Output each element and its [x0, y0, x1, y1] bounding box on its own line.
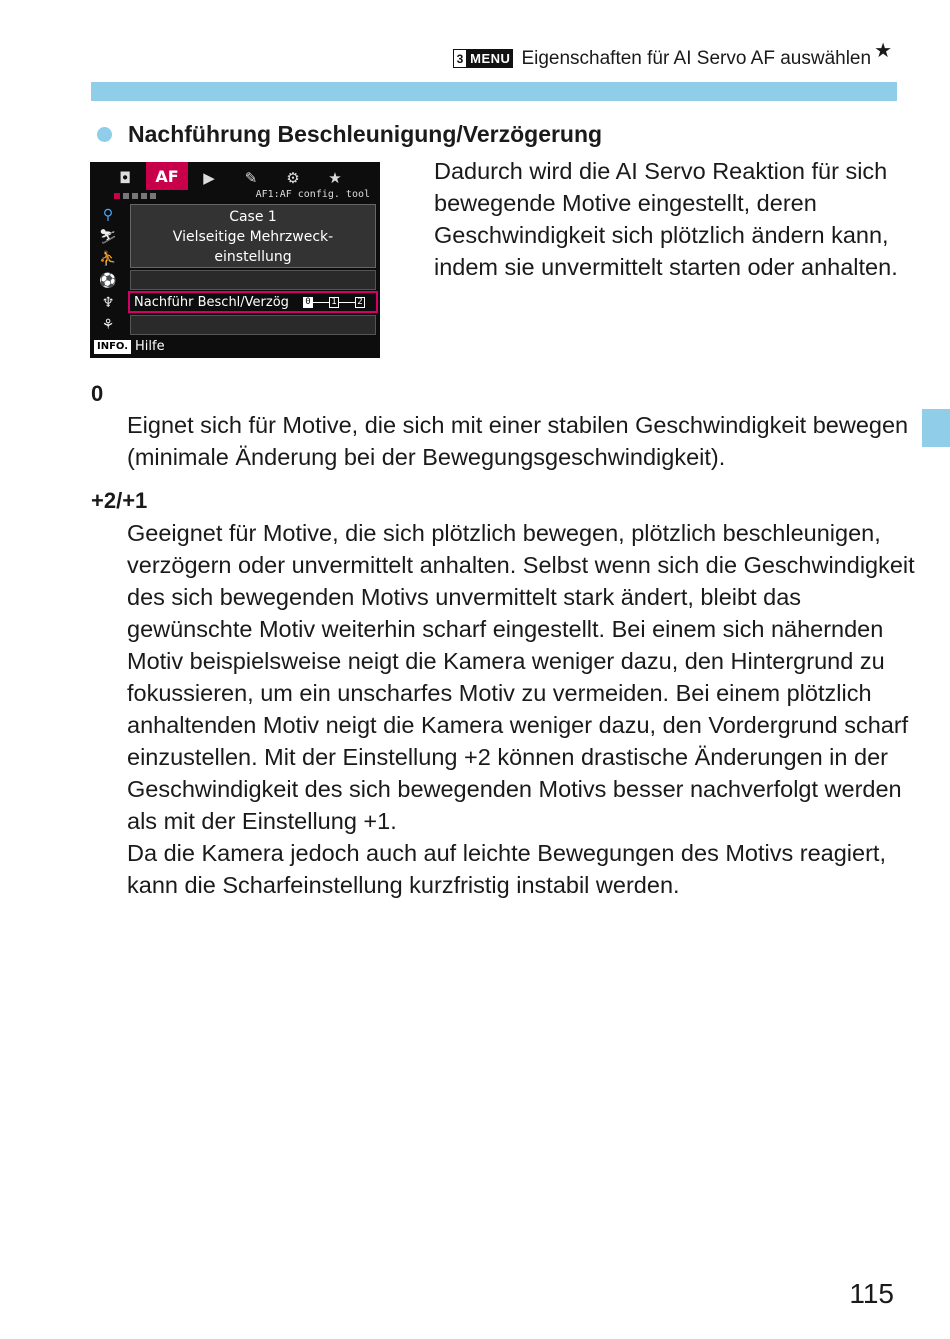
page-dots — [114, 193, 156, 199]
case3-icon: ⛹ — [99, 251, 117, 267]
page-dot — [114, 193, 120, 199]
menu-row-empty — [130, 315, 376, 335]
case4-icon: ⚽ — [99, 273, 117, 289]
config-label: AF1:AF config. tool — [255, 189, 370, 200]
option-text-plus-p2: Da die Kamera jedoch auch auf leichte Bewegungen des Motivs reagiert, kann die Scharfeinstellung kurzfristig instabil werden. — [127, 840, 886, 898]
camera-icon: ◘ — [119, 169, 131, 187]
header-title: Eigenschaften für AI Servo AF auswählen — [521, 47, 872, 69]
section-title: Nachführung Beschleunigung/Verzögerung — [128, 121, 603, 147]
case6-icon: ⚘ — [101, 317, 115, 333]
chapter-edge-tab — [922, 409, 950, 447]
lcd-tab-bar — [104, 162, 356, 190]
section-description: Dadurch wird die AI Servo Reaktion für sich bewegende Motive eingestellt, deren Geschwindigkeit sich plötzlich ändern kann, indem sie unvermittelt starten oder anhalten. — [434, 158, 898, 280]
case-title: Case 1 — [229, 209, 277, 225]
scale-line — [313, 302, 329, 303]
star-icon: ★ — [874, 40, 892, 62]
page-dot — [141, 193, 147, 199]
case2-icon: ⛷ — [99, 229, 117, 245]
case-info-box — [130, 204, 376, 268]
page-dot — [150, 193, 156, 199]
case-icon-column — [90, 204, 126, 336]
info-badge: INFO. — [94, 340, 131, 354]
selected-menu-item — [128, 291, 378, 313]
page-number: 115 — [849, 1278, 894, 1309]
tab-af: AF — [146, 162, 188, 190]
case5-icon: ♆ — [101, 295, 115, 311]
section-heading — [97, 121, 602, 148]
option-text-plus — [127, 517, 917, 901]
option-label-plus: +2/+1 — [91, 488, 148, 513]
menu-row-empty — [130, 270, 376, 290]
lcd-subrow — [90, 189, 380, 203]
scale-line — [339, 302, 355, 303]
bullet-icon — [97, 127, 112, 142]
camera-menu-screen — [90, 162, 380, 358]
option-text-plus-p1: Geeignet für Motive, die sich plötzlich bewegen, plötzlich beschleunigen, verzögern oder unvermittelt anhalten. Selbst wenn sich die Geschwindigkeit des sich bewegenden Motivs unvermittelt stark ändert, bleibt das gewünschte Motiv weiterhin scharf eingestellt. Bei einem sich nähernden Motiv beispielsweise neigt die Kamera weniger dazu, den Hintergrund zu fokussieren, um ein unscharfes Motiv zu vermeiden. Bei einem plötzlich anhaltenden Motiv neigt die Kamera weniger dazu, den Vordergrund scharf einzustellen. Mit der Einstellung +2 können drastische Änderungen in der Geschwindigkeit des sich bewegenden Motivs besser nachverfolgt werden als mit der Einstellung +1. — [127, 520, 915, 834]
accel-scale — [303, 297, 365, 308]
page-dot — [132, 193, 138, 199]
menu-icon-label: MENU — [470, 51, 511, 66]
header-bar — [91, 82, 897, 101]
star-icon: ★ — [328, 169, 342, 187]
scale-value-0: 0 — [303, 297, 313, 308]
option-label-0: 0 — [91, 381, 104, 406]
info-help — [94, 339, 165, 354]
menu-tab-number: 3 — [453, 49, 467, 68]
custom-icon: ⚙ — [286, 169, 300, 187]
option-text-0: Eignet sich für Motive, die sich mit einer stabilen Geschwindigkeit bewegen (minimale Änderung bei der Bewegungsgeschwindigkeit). — [127, 412, 909, 470]
case-line-1: Vielseitige Mehrzweck- — [172, 229, 334, 245]
page-dot — [123, 193, 129, 199]
scale-value-2: 2 — [355, 297, 365, 308]
info-label: Hilfe — [135, 339, 165, 354]
page-header — [453, 40, 892, 71]
case-line-2: einstellung — [214, 249, 292, 265]
selected-item-label: Nachführ Beschl/Verzög — [134, 294, 289, 310]
playback-icon: ▶ — [203, 169, 215, 187]
scale-value-1: 1 — [329, 297, 339, 308]
menu-icon — [453, 49, 513, 68]
case1-icon: ⚲ — [102, 207, 114, 223]
wrench-icon: ✎ — [244, 169, 258, 187]
